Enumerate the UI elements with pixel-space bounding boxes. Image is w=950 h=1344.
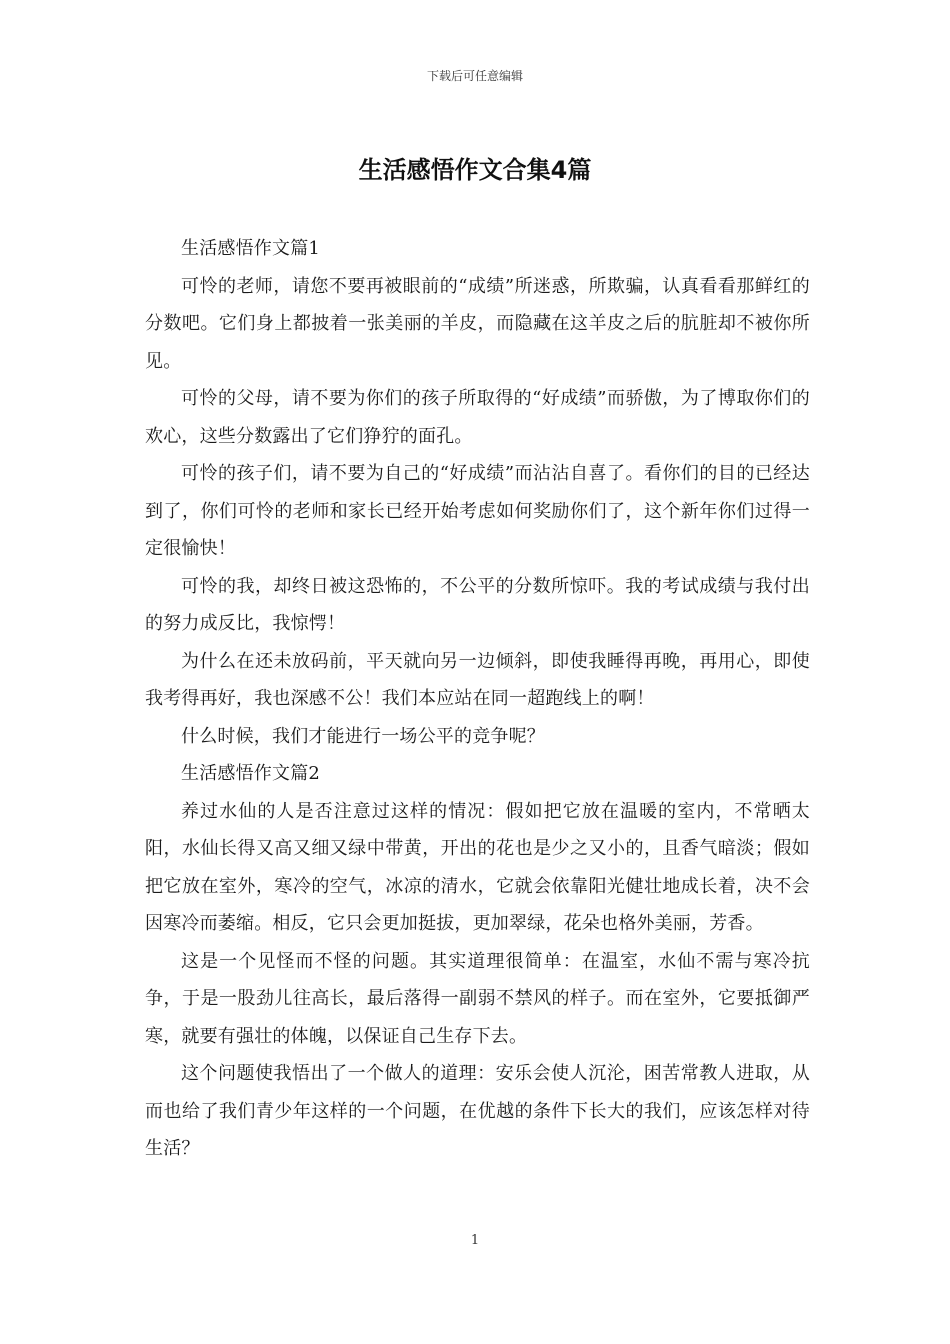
document-title: 生活感悟作文合集4篇 [358, 156, 592, 184]
paragraph: 可怜的老师，请您不要再被眼前的“成绩”所迷惑，所欺骗，认真看看那鲜红的分数吧。它们身上都披着一张美丽的羊皮，而隐藏在这羊皮之后的肮脏却不被你所见。 [145, 275, 810, 372]
paragraph: 什么时候，我们才能进行一场公平的竞争呢？ [181, 725, 545, 747]
document-body [145, 230, 810, 1168]
paragraph: 这是一个见怪而不怪的问题。其实道理很简单：在温室，水仙不需与寒冷抗争，于是一股劲儿往高长，最后落得一副弱不禁风的样子。而在室外，它要抵御严寒，就要有强壮的体魄，以保证自己生存下去。 [145, 950, 810, 1047]
paragraph: 这个问题使我悟出了一个做人的道理：安乐会使人沉沦，困苦常教人进取，从而也给了我们青少年这样的一个问题，在优越的条件下长大的我们，应该怎样对待生活？ [145, 1063, 810, 1159]
paragraph: 可怜的孩子们，请不要为自己的“好成绩”而沾沾自喜了。看你们的目的已经达到了，你们可怜的老师和家长已经开始考虑如何奖励你们了，这个新年你们过得一定很愉快！ [145, 463, 810, 559]
header-note: 下载后可任意编辑 [426, 69, 523, 83]
paragraph: 为什么在还未放码前，平天就向另一边倾斜，即使我睡得再晚，再用心，即使我考得再好，我也深感不公！我们本应站在同一超跑线上的啊！ [145, 650, 810, 709]
section-heading-1: 生活感悟作文篇1 [181, 238, 321, 259]
paragraph: 可怜的父母，请不要为你们的孩子所取得的“好成绩”而骄傲，为了博取你们的欢心，这些分数露出了它们狰狞的面孔。 [145, 388, 810, 447]
section-heading-2: 生活感悟作文篇2 [181, 763, 321, 784]
page-number: 1 [470, 1233, 480, 1248]
paragraph: 养过水仙的人是否注意过这样的情况：假如把它放在温暖的室内，不常晒太阳，水仙长得又高又细又绿中带黄，开出的花也是少之又小的，且香气暗淡；假如把它放在室外，寒冷的空气，冰凉的清水，它就会依靠阳光健壮地成长着，决不会因寒冷而萎缩。相反，它只会更加挺拔，更加翠绿，花朵也格外美丽，芳香。 [145, 800, 810, 934]
paragraph: 可怜的我，却终日被这恐怖的，不公平的分数所惊吓。我的考试成绩与我付出的努力成反比，我惊愕！ [145, 575, 810, 634]
